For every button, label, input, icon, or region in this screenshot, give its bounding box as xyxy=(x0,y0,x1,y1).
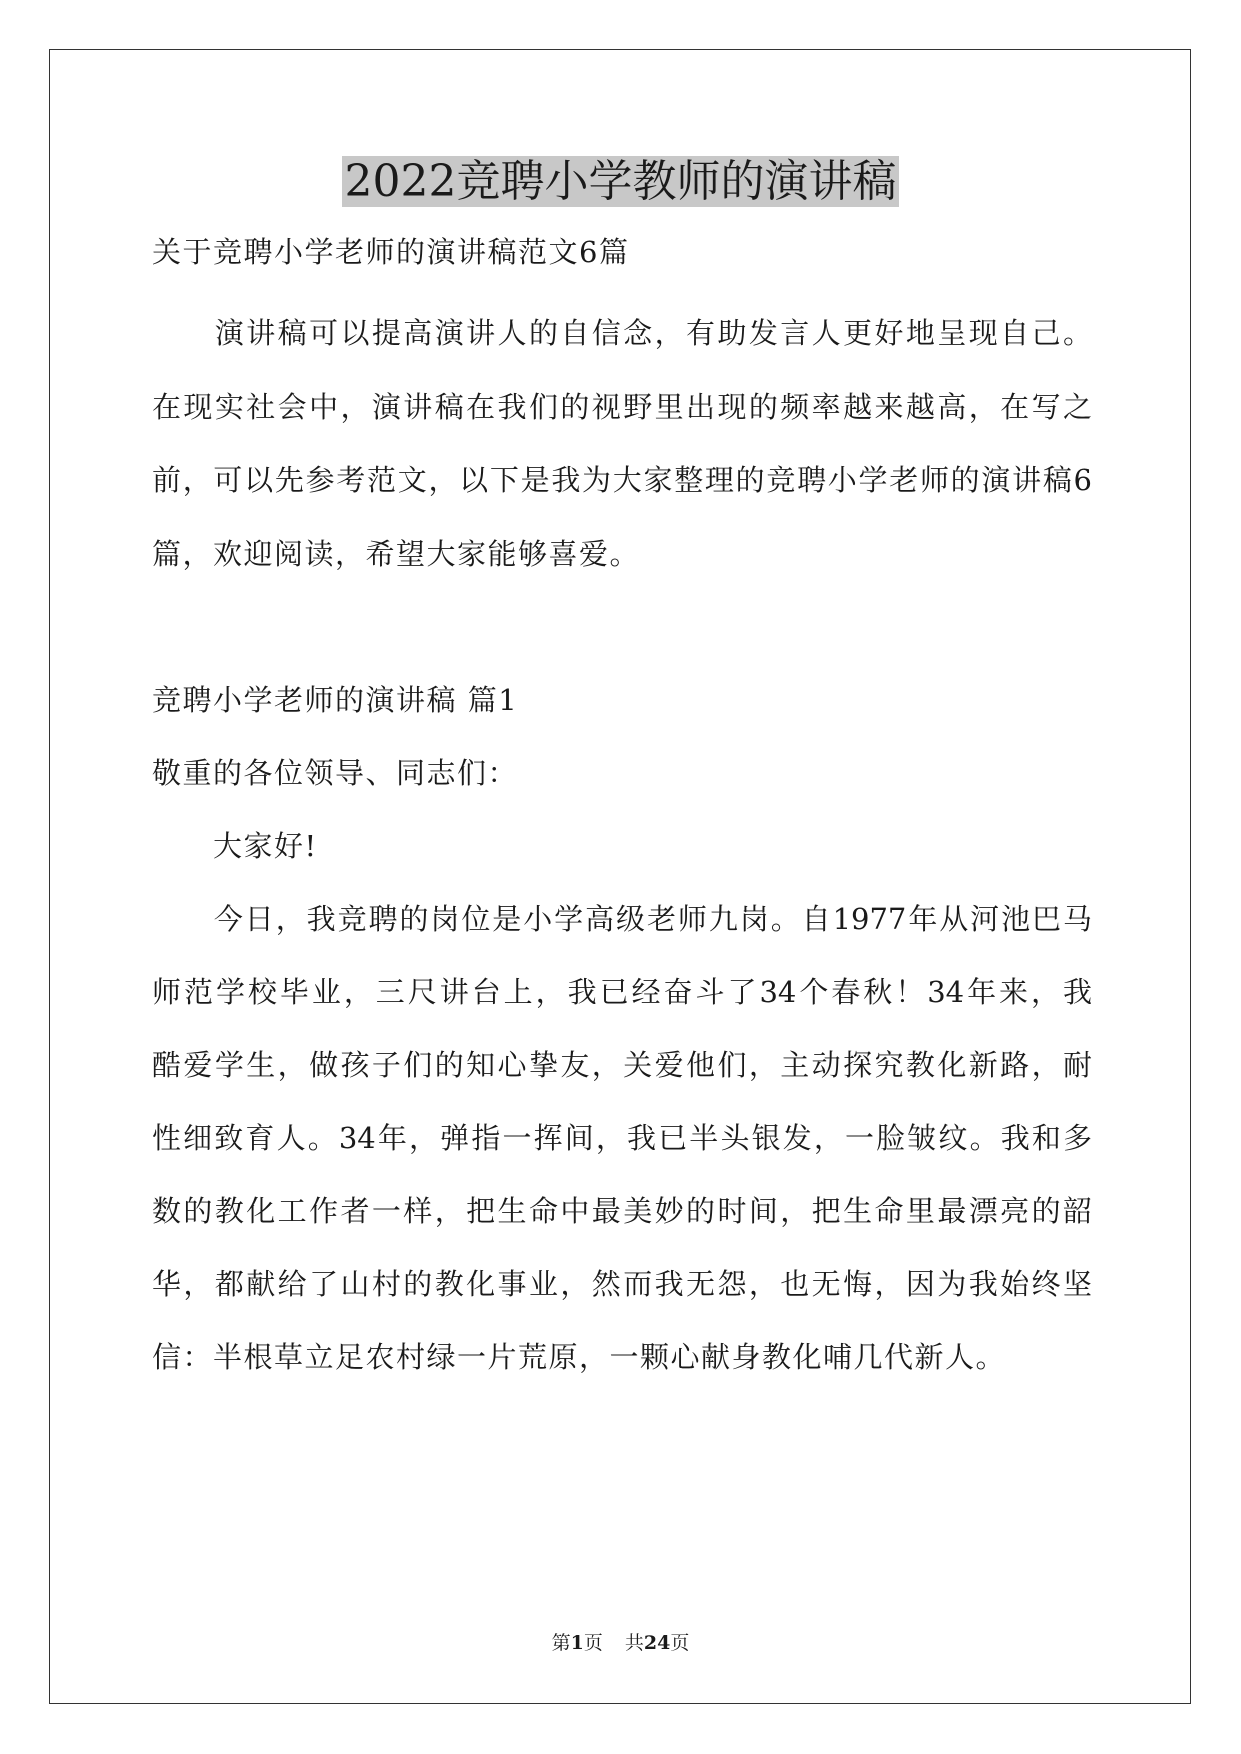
body-line-1: 今日，我竞聘的岗位是小学高级老师九岗。自1977年从河池巴马 xyxy=(152,902,1092,936)
body-line-3: 酷爱学生，做孩子们的知心挚友，关爱他们，主动探究教化新路，耐 xyxy=(152,1048,1092,1082)
page-number: 1 xyxy=(570,1632,584,1654)
intro-line-3: 前，可以先参考范文，以下是我为大家整理的竞聘小学老师的演讲稿6 xyxy=(152,463,1092,497)
body-line-7: 信：半根草立足农村绿一片荒原，一颗心献身教化哺几代新人。 xyxy=(152,1340,1007,1374)
body-line-2: 师范学校毕业，三尺讲台上，我已经奋斗了34个春秋！34年来，我 xyxy=(152,975,1092,1009)
salutation: 敬重的各位领导、同志们： xyxy=(152,756,519,790)
document-title xyxy=(0,152,1241,212)
total-suffix: 页 xyxy=(670,1632,690,1654)
total-prefix: 共 xyxy=(624,1632,644,1654)
section-heading: 竞聘小学老师的演讲稿 篇1 xyxy=(152,683,519,717)
page-suffix: 页 xyxy=(583,1632,603,1654)
subtitle: 关于竞聘小学老师的演讲稿范文6篇 xyxy=(152,235,630,269)
body-line-6: 华，都献给了山村的教化事业，然而我无怨，也无悔，因为我始终坚 xyxy=(152,1267,1092,1301)
total-pages: 24 xyxy=(643,1632,671,1654)
body-line-4: 性细致育人。34年，弹指一挥间，我已半头银发，一脸皱纹。我和多 xyxy=(152,1121,1092,1155)
page-footer xyxy=(0,1630,1241,1656)
greeting: 大家好! xyxy=(152,829,318,863)
intro-line-2: 在现实社会中，演讲稿在我们的视野里出现的频率越来越高，在写之 xyxy=(152,390,1092,424)
intro-line-4: 篇，欢迎阅读，希望大家能够喜爱。 xyxy=(152,537,641,571)
title-highlight: 2022竞聘小学教师的演讲稿 xyxy=(342,156,900,207)
intro-line-1: 演讲稿可以提高演讲人的自信念，有助发言人更好地呈现自己。 xyxy=(152,316,1092,350)
page-border xyxy=(49,49,1191,1704)
body-line-5: 数的教化工作者一样，把生命中最美妙的时间，把生命里最漂亮的韶 xyxy=(152,1194,1092,1228)
page-prefix: 第 xyxy=(551,1632,571,1654)
